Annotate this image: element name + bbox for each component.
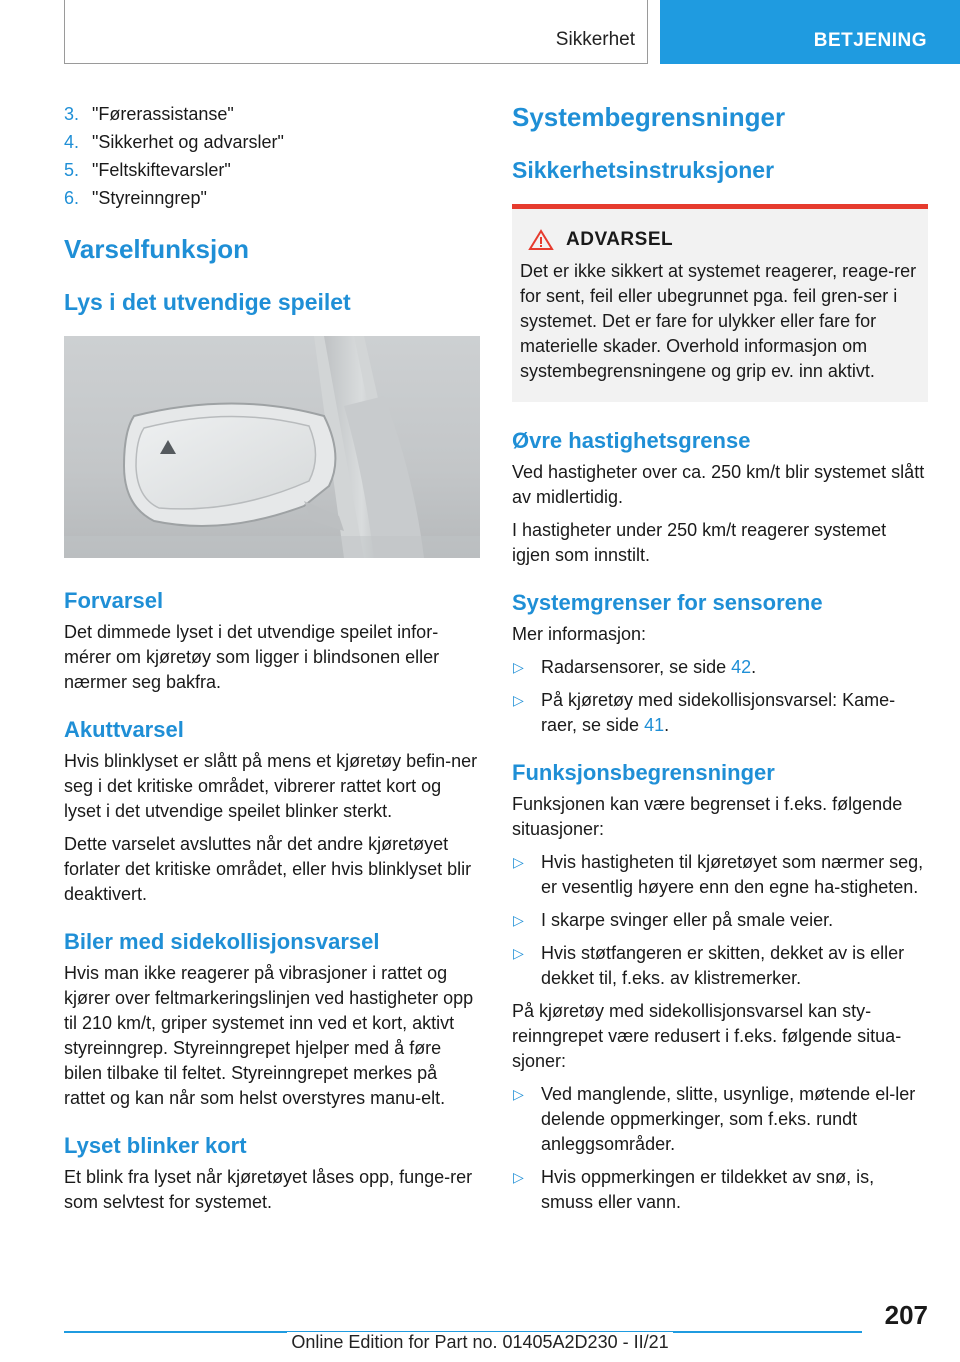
header-section-title: Sikkerhet xyxy=(555,29,635,50)
header-section-box xyxy=(64,0,648,64)
text-ovre-2: I hastigheter under 250 km/t reagerer systemet igjen som innstilt. xyxy=(512,520,887,565)
warning-text: Det er ikke sikkert at systemet reagerer, reage-rer for sent, feil eller ubegrunnet pga. feil gren-ser i systemet. Det er fare for ulykker eller fare for materielle skader. Overhold informasjon om systembegrensningene og grip ev. inn aktivt. xyxy=(520,261,917,381)
list-item: 4. "Sikkerhet og advarsler" xyxy=(64,132,284,152)
header-chapter-tab[interactable] xyxy=(660,0,960,64)
heading-funksjonsbegrensninger: Funksjonsbegrensninger xyxy=(512,760,775,785)
text-lyset-blinker: Et blink fra lyset når kjøretøyet låses opp, funge-rer som selvtest for systemet. xyxy=(64,1167,473,1212)
heading-akuttvarsel: Akuttvarsel xyxy=(64,717,184,742)
list-item: ▷ Hvis støtfangeren er skitten, dekket av is eller dekket til, f.eks. av klistremerker. xyxy=(513,943,905,988)
heading-forvarsel: Forvarsel xyxy=(64,588,164,613)
footer-edition xyxy=(0,1332,960,1358)
situasjon-list xyxy=(512,1082,928,1215)
heading-lys-speilet: Lys i det utvendige speilet xyxy=(64,289,351,315)
bullet-triangle-icon: ▷ xyxy=(513,1169,524,1185)
funksjon-list xyxy=(512,850,928,991)
right-column xyxy=(512,100,928,1215)
warning-triangle-icon xyxy=(528,229,554,251)
bullet-triangle-icon: ▷ xyxy=(513,659,524,675)
list-item: 3. "Førerassistanse" xyxy=(64,104,234,124)
list-item: ▷ Radarsensorer, se side 42. xyxy=(512,655,928,680)
text-akutt-2: Dette varselet avsluttes når det andre kjøretøyet forlater det kritiske området, eller hvis blinklyset blir deaktivert. xyxy=(64,834,472,904)
warning-box xyxy=(512,204,928,402)
heading-systemgrenser-sensorene: Systemgrenser for sensorene xyxy=(512,590,823,615)
heading-systembegrensninger: Systembegrensninger xyxy=(512,102,786,132)
heading-ovre-hastighetsgrense: Øvre hastighetsgrense xyxy=(512,428,751,453)
page-link[interactable]: 41 xyxy=(644,715,665,735)
text-forvarsel: Det dimmede lyset i det utvendige speilet infor-mérer om kjøretøy som ligger i blindsonen eller nærmer seg bakfra. xyxy=(64,622,440,692)
text-sidekollisjon: Hvis man ikke reagerer på vibrasjoner i rattet og kjører over feltmarkeringslinjen ved hastigheter opp til 210 km/t, griper systemet inn ved et kort, aktivt styreinngrep. Styreinngrepet hjelper med å føre bilen tilbake til feltet. Styreinngrepet merkes på rattet og kan når som helst overstyres manu-elt. xyxy=(64,963,474,1108)
list-item: 5. "Feltskiftevarsler" xyxy=(64,160,231,180)
text-akutt-1: Hvis blinklyset er slått på mens et kjøretøy befin-ner seg i det kritiske området, vibrerer rattet kort og lyset i det utvendige speilet blinker sterkt. xyxy=(64,751,478,821)
warning-title: ADVARSEL xyxy=(566,229,674,250)
page-number: 207 xyxy=(884,1300,928,1330)
mirror-illustration xyxy=(64,336,480,558)
bullet-triangle-icon: ▷ xyxy=(513,912,524,928)
side-mirror-image xyxy=(64,336,480,558)
bullet-triangle-icon: ▷ xyxy=(513,1086,524,1102)
list-item: ▷ Ved manglende, slitte, usynlige, møtende el-ler delende oppmerkinger, som f.eks. rundt anleggsområder. xyxy=(513,1084,916,1154)
bullet-triangle-icon: ▷ xyxy=(513,945,524,961)
list-item: ▷ På kjøretøy med sidekollisjonsvarsel: Kame-raer, se side 41. xyxy=(513,690,896,735)
footer-edition-text: Online Edition for Part no. 01405A2D230 - II/21 xyxy=(287,1332,672,1352)
heading-sikkerhetsinstruksjoner: Sikkerhetsinstruksjoner xyxy=(512,157,775,183)
heading-sidekollisjon: Biler med sidekollisjonsvarsel xyxy=(64,929,380,954)
list-item: ▷ I skarpe svinger eller på smale veier. xyxy=(512,908,928,933)
bullet-triangle-icon: ▷ xyxy=(513,854,524,870)
header-chapter-label: BETJENING xyxy=(813,30,927,51)
text-ovre-1: Ved hastigheter over ca. 250 km/t blir systemet slått av midlertidig. xyxy=(512,462,925,507)
list-item: 6. "Styreinngrep" xyxy=(64,188,207,208)
sensor-list xyxy=(512,655,928,738)
text-mer-informasjon: Mer informasjon: xyxy=(512,624,647,644)
page-link[interactable]: 42 xyxy=(731,657,752,677)
heading-lyset-blinker: Lyset blinker kort xyxy=(64,1133,247,1158)
text-funksjon: Funksjonen kan være begrenset i f.eks. følgende situasjoner: xyxy=(512,794,903,839)
list-item: ▷ Hvis oppmerkingen er tildekket av snø, is, smuss eller vann. xyxy=(513,1167,875,1212)
heading-varselfunksjon: Varselfunksjon xyxy=(64,234,249,264)
bullet-triangle-icon: ▷ xyxy=(513,692,524,708)
list-item: ▷ Hvis hastigheten til kjøretøyet som nærmer seg, er vesentlig høyere enn den egne ha-stigheten. xyxy=(513,852,924,897)
numbered-list xyxy=(64,100,480,212)
left-column xyxy=(64,100,480,1215)
text-sidekollisjon-situasjoner: På kjøretøy med sidekollisjonsvarsel kan sty-reinngrepet være redusert i f.eks. følgende situa-sjoner: xyxy=(512,1001,902,1071)
